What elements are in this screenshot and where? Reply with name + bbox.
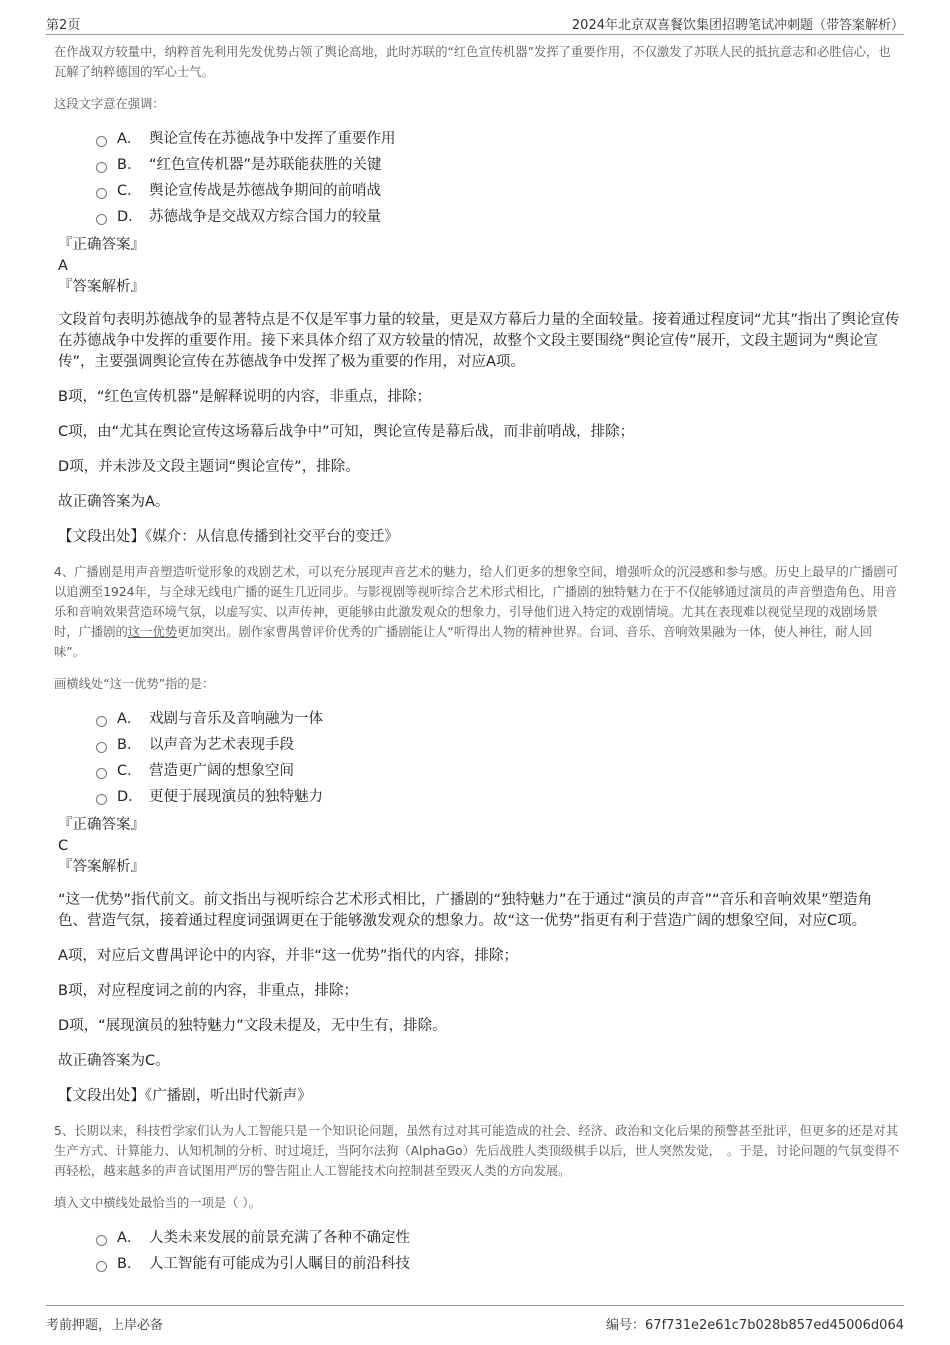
radio-icon[interactable] [96, 1235, 107, 1246]
option-letter: B． [117, 736, 142, 753]
option-letter: B． [117, 1255, 142, 1272]
option-letter: C． [117, 762, 142, 779]
q4-answer-label: 『正确答案』 [58, 817, 145, 833]
option-text: “红色宣传机器”是苏联能获胜的关键 [149, 156, 382, 173]
q4-passage-after: 更加突出。剧作家曹禺曾评价优秀的广播剧能让人“听得出人物的精神世界。台词、音乐、音响效果融为一体，使人神往，耐人回味”。 [54, 625, 872, 659]
q3-option-a[interactable] [96, 124, 900, 150]
option-text: 以声音为艺术表现手段 [149, 736, 294, 753]
option-letter: D． [117, 208, 143, 225]
q3-explanation-d: D项，并未涉及文段主题词“舆论宣传”，排除。 [58, 459, 360, 475]
q3-answer: A [58, 258, 68, 274]
q3-conclusion: 故正确答案为A。 [58, 494, 170, 510]
q3-explanation: 文段首句表明苏德战争的显著特点是不仅是军事力量的较量，更是双方幕后力量的全面较量。接着通过程度词“尤其”指出了舆论宣传在苏德战争中发挥的重要作用。接下来具体介绍了双方较量的情况，故整个文段主要围绕“舆论宣传”展开，文段主题词为“舆论宣传”，主要强调舆论宣传在苏德战争中发挥了极为重要的作用，对应A项。 [58, 312, 900, 370]
q4-explanation-d: D项，“展现演员的独特魅力”文段未提及，无中生有，排除。 [58, 1018, 447, 1034]
q4-option-c[interactable] [96, 756, 900, 782]
radio-icon[interactable] [96, 162, 107, 173]
footer-slogan: 考前押题，上岸必备 [46, 1318, 164, 1333]
q4-options [96, 704, 900, 808]
option-letter: B． [117, 156, 142, 173]
q4-option-a[interactable] [96, 704, 900, 730]
q4-option-d[interactable] [96, 782, 900, 808]
q4-passage-before: 4、广播剧是用声音塑造听觉形象的戏剧艺术，可以充分展现声音艺术的魅力，给人们更多的想象空间，增强听众的沉浸感和参与感。历史上最早的广播剧可以追溯至1924年，与全球无线电广播的诞生几近同步。与影视剧等视听综合艺术形式相比，广播剧的独特魅力在于不仅能够通过演员的声音塑造角色、用音乐和音响效果营造环境气氛，以虚写实、以声传神，更能够由此激发观众的想象力，引导他们进入特定的戏剧情境。尤其在表现难以视觉呈现的戏剧场景时，广播剧的 [54, 565, 899, 639]
option-letter: A． [117, 1229, 142, 1246]
option-letter: D． [117, 788, 143, 805]
option-text: 人类未来发展的前景充满了各种不确定性 [149, 1229, 410, 1246]
radio-icon[interactable] [96, 742, 107, 753]
radio-icon[interactable] [96, 214, 107, 225]
q4-conclusion: 故正确答案为C。 [58, 1053, 170, 1069]
q5-options [96, 1223, 900, 1275]
q4-explanation-a: A项，对应后文曹禺评论中的内容，并非“这一优势”指代的内容，排除； [58, 948, 518, 964]
q3-option-c[interactable] [96, 176, 900, 202]
option-text: 苏德战争是交战双方综合国力的较量 [149, 208, 381, 225]
q3-stem: 这段文字意在强调： [54, 97, 165, 111]
radio-icon[interactable] [96, 716, 107, 727]
q4-answer: C [58, 838, 69, 854]
page-content [54, 42, 900, 1281]
option-text: 营造更广阔的想象空间 [149, 762, 294, 779]
q3-source: 【文段出处】《媒介：从信息传播到社交平台的变迁》 [58, 529, 399, 545]
page-header [46, 12, 904, 35]
q5-option-a[interactable] [96, 1223, 900, 1249]
q4-passage [54, 562, 900, 662]
radio-icon[interactable] [96, 768, 107, 779]
document-title: 2024年北京双喜餐饮集团招聘笔试冲刺题（带答案解析） [571, 18, 904, 33]
option-text: 舆论宣传在苏德战争中发挥了重要作用 [149, 130, 396, 147]
q5-stem: 填入文中横线处最恰当的一项是（ ）。 [54, 1196, 261, 1210]
q4-analysis-label: 『答案解析』 [58, 859, 145, 875]
option-text: 人工智能有可能成为引人瞩目的前沿科技 [149, 1255, 410, 1272]
q3-explanation-c: C项，由“尤其在舆论宣传这场幕后战争中”可知，舆论宣传是幕后战，而非前哨战，排除； [58, 424, 635, 440]
radio-icon[interactable] [96, 794, 107, 805]
option-letter: A． [117, 710, 142, 727]
q5-passage: 5、长期以来，科技哲学家们认为人工智能只是一个知识论问题，虽然有过对其可能造成的社会、经济、政治和文化后果的预警甚至批评，但更多的还是对其生产方式、计算能力、认知机制的分析、时过境迁，当阿尔法狗（AlphaGo）先后战胜人类顶级棋手以后，世人突然发觉， 。于是，讨论问题的气氛变得不再轻松，越来越多的声音试图用严厉的警告阻止人工智能技术向控制甚至毁灭人类的方向发展。 [54, 1124, 900, 1178]
option-letter: C． [117, 182, 142, 199]
q3-explanation-b: B项，“红色宣传机器”是解释说明的内容，非重点，排除； [58, 389, 431, 405]
q3-option-b[interactable] [96, 150, 900, 176]
page-footer [46, 1305, 904, 1333]
q3-option-d[interactable] [96, 202, 900, 228]
q4-source: 【文段出处】《广播剧，听出时代新声》 [58, 1088, 312, 1104]
q5-option-b[interactable] [96, 1249, 900, 1275]
option-text: 更便于展现演员的独特魅力 [149, 788, 323, 805]
q4-option-b[interactable] [96, 730, 900, 756]
q4-underlined-phrase: 这一优势 [127, 625, 177, 639]
radio-icon[interactable] [96, 136, 107, 147]
radio-icon[interactable] [96, 188, 107, 199]
option-text: 舆论宣传战是苏德战争期间的前哨战 [149, 182, 381, 199]
q3-passage: 在作战双方较量中，纳粹首先利用先发优势占领了舆论高地，此时苏联的“红色宣传机器”发挥了重要作用，不仅激发了苏联人民的抵抗意志和必胜信心，也瓦解了纳粹德国的军心士气。 [54, 45, 891, 79]
option-letter: A． [117, 130, 142, 147]
option-text: 戏剧与音乐及音响融为一体 [149, 710, 323, 727]
q4-explanation-b: B项，对应程度词之前的内容，非重点，排除； [58, 983, 358, 999]
q3-analysis-label: 『答案解析』 [58, 279, 145, 295]
q3-options [96, 124, 900, 228]
q3-answer-label: 『正确答案』 [58, 237, 145, 253]
document-code: 编号：67f731e2e61c7b028b857ed45006d064 [606, 1318, 904, 1333]
radio-icon[interactable] [96, 1261, 107, 1272]
q4-stem: 画横线处“这一优势”指的是： [54, 677, 215, 691]
q4-explanation: “这一优势”指代前文。前文指出与视听综合艺术形式相比，广播剧的“独特魅力”在于通过“演员的声音”“音乐和音响效果”塑造角色、营造气氛，接着通过程度词强调更在于能够激发观众的想象力。故“这一优势”指更有利于营造广阔的想象空间，对应C项。 [58, 892, 873, 929]
page-number: 第2页 [46, 18, 81, 33]
